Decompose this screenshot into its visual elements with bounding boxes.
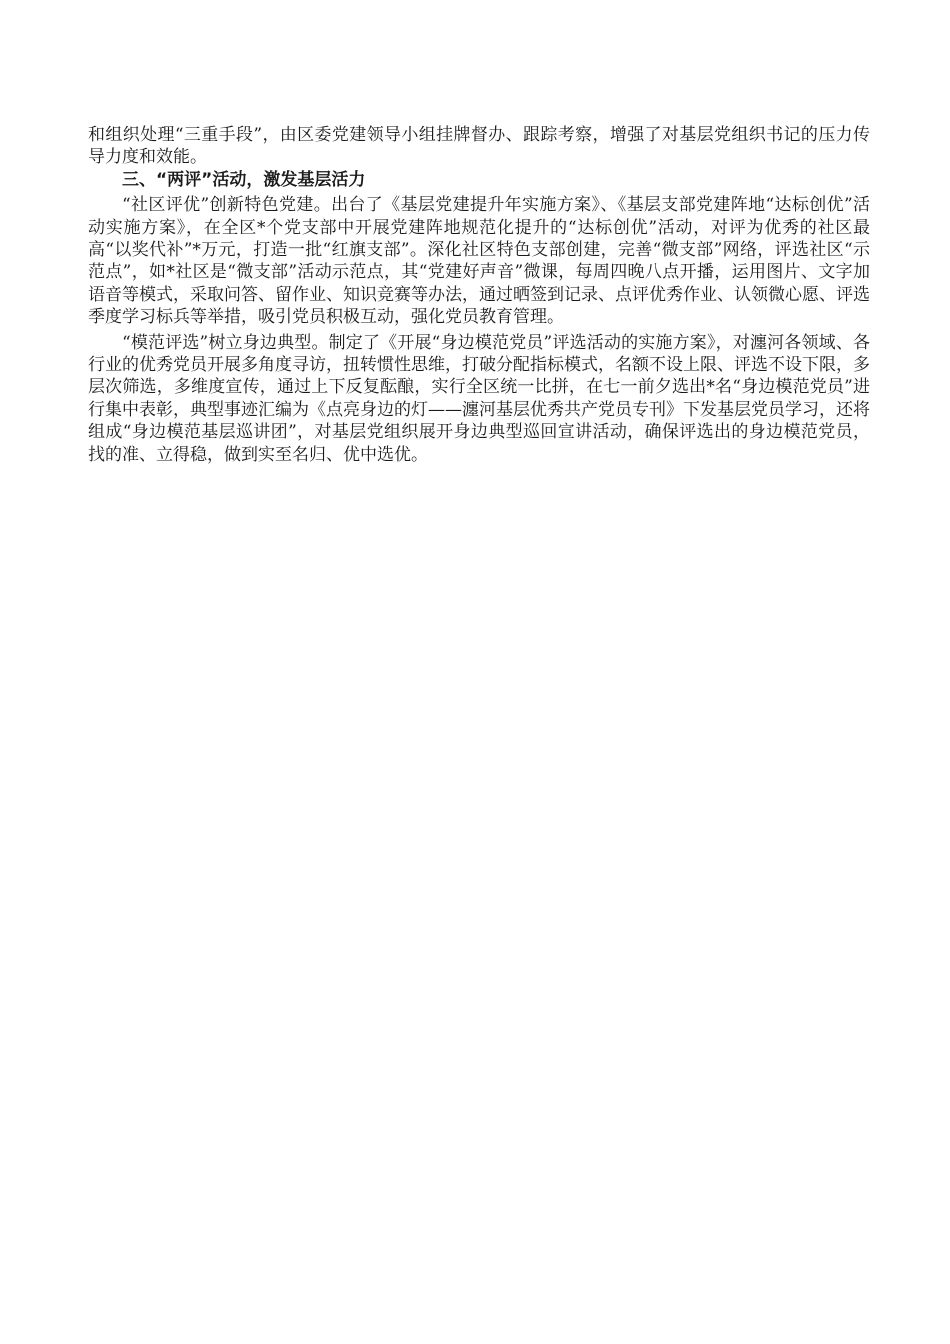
section-heading: 三、“两评”活动，激发基层活力 bbox=[122, 169, 366, 190]
model-evaluation-paragraph: “模范评选”树立身边典型。制定了《开展“身边模范党员”评选活动的实施方案》，对瀍河各领域、各行业的优秀党员开展多角度寻访，扭转惯性思维，打破分配指标模式，名额不设上限、评选不设下限，多层次筛选，多维度宣传，通过上下反复酝酿，实行全区统一比拼，在七一前夕选出*名“身边模范党员”进行集中表彰，典型事迹汇编为《点亮身边的灯——瀍河基层优秀共产党员专刊》下发基层党员学习，还将组成“身边模范基层巡讲团”，对基层党组织展开身边典型巡回宣讲活动，确保评选出的身边模范党员，找的准、立得稳，做到实至名归、优中选优。 bbox=[88, 332, 870, 465]
community-evaluation-paragraph: “社区评优”创新特色党建。出台了《基层党建提升年实施方案》、《基层支部党建阵地“达标创优”活动实施方案》，在全区*个党支部中开展党建阵地规范化提升的“达标创优”活动，对评为优秀的社区最高“以奖代补”*万元，打造一批“红旗支部”。深化社区特色支部创建，完善“微支部”网络，评选社区“示范点”，如*社区是“微支部”活动示范点，其“党建好声音”微课，每周四晚八点开播，运用图片、文字加语音等模式，采取问答、留作业、知识竞赛等办法，通过晒签到记录、点评优秀作业、认领微心愿、评选季度学习标兵等举措，吸引党员积极互动，强化党员教育管理。 bbox=[88, 195, 870, 328]
document-body bbox=[88, 124, 870, 466]
continued-paragraph: 和组织处理“三重手段”，由区委党建领导小组挂牌督办、跟踪考察，增强了对基层党组织书记的压力传导力度和效能。 bbox=[88, 125, 870, 168]
